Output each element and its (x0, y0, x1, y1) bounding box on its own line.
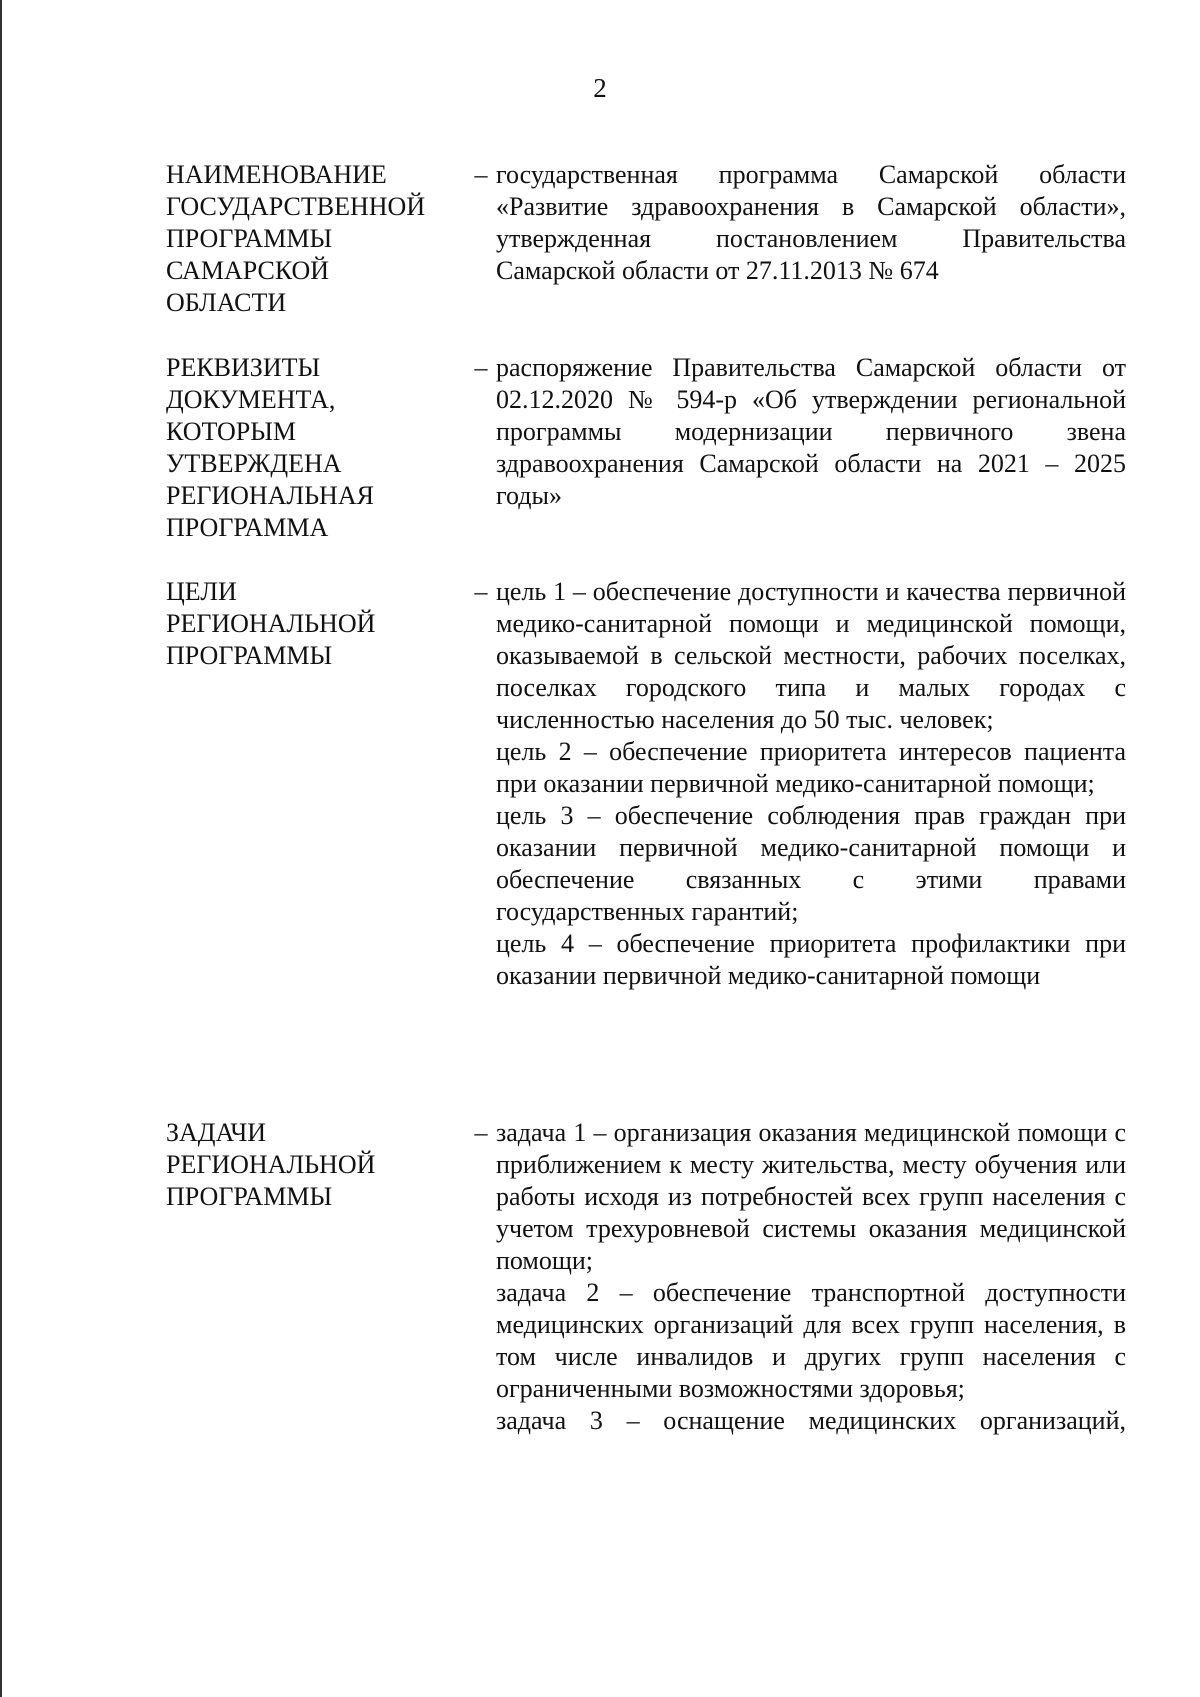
label-line: ДОКУМЕНТА, (166, 385, 336, 414)
section-content (496, 576, 1126, 992)
label-line: ПРОГРАММЫ (166, 224, 333, 253)
paragraph: цель 4 – обеспечение приоритета профилактики при оказании первичной медико-санитарной помощи (496, 929, 1126, 990)
label-line: ЦЕЛИ (166, 577, 237, 606)
section-tasks (166, 1117, 1126, 1497)
label-line: РЕКВИЗИТЫ (166, 353, 321, 382)
label-line: РЕГИОНАЛЬНОЙ (166, 1150, 376, 1179)
paragraph: задача 1 – организация оказания медицинской помощи с приближением к месту жительства, месту обучения или работы исходя из потребностей всех групп населения с учетом трехуровневой системы оказания медицинской помощи; (496, 1118, 1126, 1275)
label-line: УТВЕРЖДЕНА (166, 449, 342, 478)
label-line: НАИМЕНОВАНИЕ (166, 160, 387, 189)
section-label (166, 576, 466, 672)
paragraph: задача 3 – оснащение медицинских организаций, (496, 1406, 1126, 1435)
label-line: ОБЛАСТИ (166, 288, 287, 317)
section-goals (166, 576, 1126, 1096)
section-program-name (166, 159, 1126, 329)
label-line: САМАРСКОЙ (166, 256, 330, 285)
paragraph: государственная программа Самарской области «Развитие здравоохранения в Самарской области», утвержденная постановлением Правительства Самарской области от 27.11.2013 № 674 (496, 160, 1126, 285)
section-label (166, 352, 466, 544)
section-dash: – (474, 160, 488, 189)
label-line: ЗАДАЧИ (166, 1118, 267, 1147)
label-line: РЕГИОНАЛЬНОЙ (166, 609, 376, 638)
section-dash: – (474, 353, 488, 382)
label-line: КОТОРЫМ (166, 417, 297, 446)
label-line: РЕГИОНАЛЬНАЯ (166, 481, 374, 510)
section-dash: – (474, 577, 488, 606)
paragraph: распоряжение Правительства Самарской области от 02.12.2020 № 594-р «Об утверждении региональной программы модернизации первичного звена здравоохранения Самарской области на 2021 – 2025 годы» (496, 353, 1126, 510)
paragraph: цель 2 – обеспечение приоритета интересов пациента при оказании первичной медико-санитарной помощи; (496, 737, 1126, 798)
section-dash: – (474, 1118, 488, 1147)
page-number: 2 (593, 73, 607, 103)
section-content (496, 352, 1126, 512)
section-content (496, 1117, 1126, 1437)
label-line: ПРОГРАММЫ (166, 641, 333, 670)
label-line: ПРОГРАММА (166, 513, 329, 542)
section-label (166, 159, 466, 319)
section-label (166, 1117, 466, 1213)
paragraph: цель 1 – обеспечение доступности и качества первичной медико-санитарной помощи и медицинской помощи, оказываемой в сельской местности, рабочих поселках, поселках городского типа и малых городах с численностью населения до 50 тыс. человек; (496, 577, 1126, 734)
paragraph: задача 2 – обеспечение транспортной доступности медицинских организаций для всех групп населения, в том числе инвалидов и других групп населения с ограниченными возможностями здоровья; (496, 1278, 1126, 1403)
label-line: ГОСУДАРСТВЕННОЙ (166, 192, 426, 221)
scan-edge (0, 0, 2, 1697)
paragraph: цель 3 – обеспечение соблюдения прав граждан при оказании первичной медико-санитарной помощи и обеспечение связанных с этими правами государственных гарантий; (496, 801, 1126, 926)
label-line: ПРОГРАММЫ (166, 1182, 333, 1211)
section-content (496, 159, 1126, 287)
section-document-details (166, 352, 1126, 552)
